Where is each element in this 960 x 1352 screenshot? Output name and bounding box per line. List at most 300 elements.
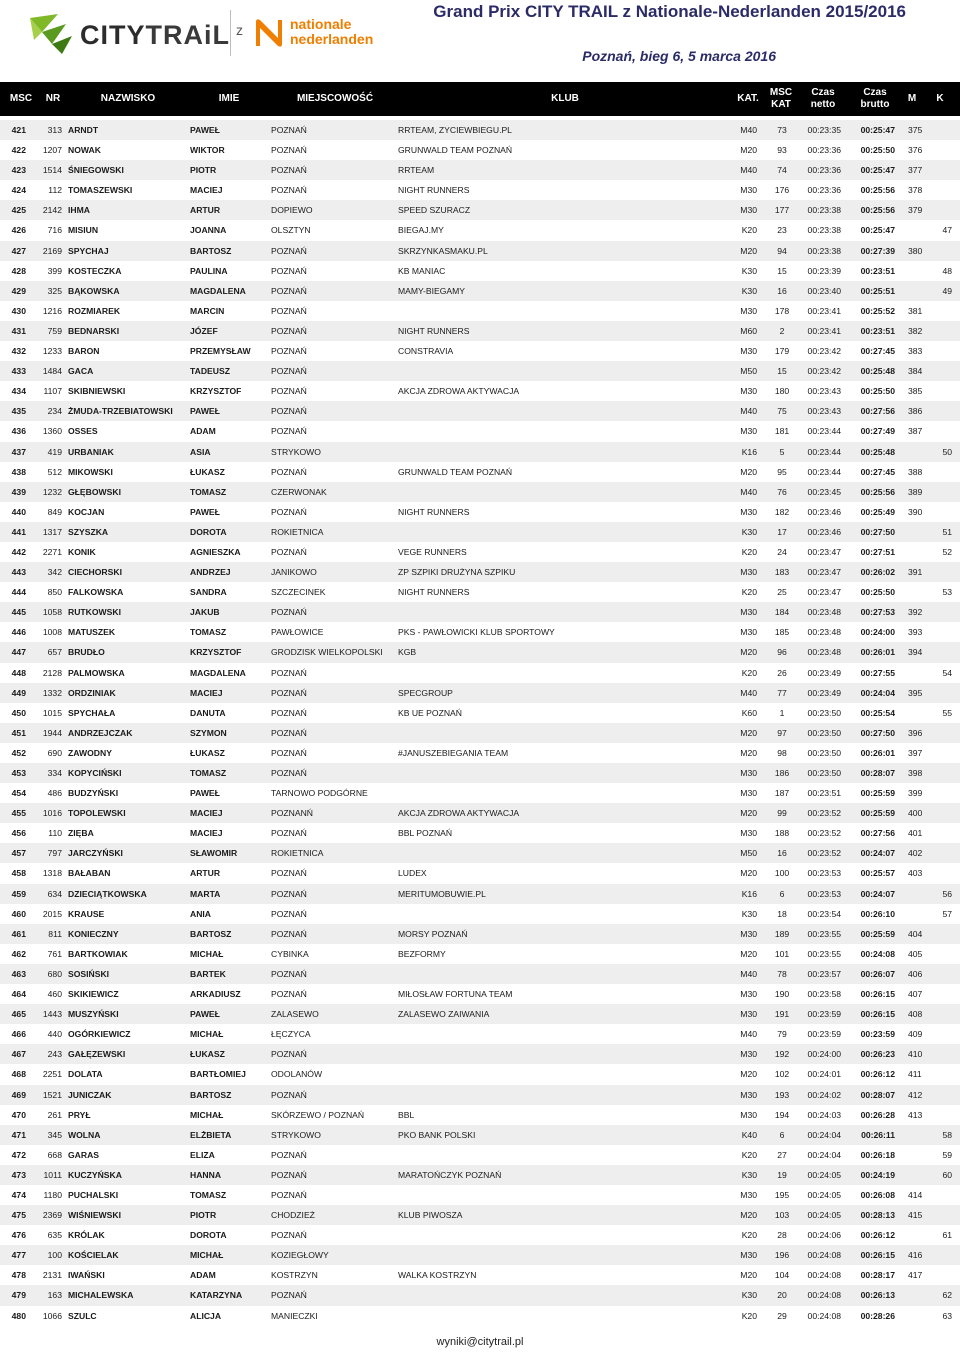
cell-nazwisko: DZIECIĄTKOWSKA bbox=[68, 888, 147, 899]
cell-nr: 399 bbox=[47, 265, 62, 276]
cell-klub bbox=[398, 1225, 728, 1245]
cell-nazwisko: MISIUN bbox=[68, 225, 99, 236]
cell-msc-kat: 186 bbox=[774, 768, 790, 778]
cell-klub: GRUNWALD TEAM POZNAŃ bbox=[398, 145, 513, 156]
cell-netto: 00:23:36 bbox=[807, 165, 841, 176]
cell-msc-kat: 183 bbox=[774, 567, 790, 578]
cell-nr: 690 bbox=[47, 747, 62, 758]
cell-klub: NIGHT RUNNERS bbox=[398, 185, 470, 196]
cell-imie: ELŻBIETA bbox=[190, 1129, 232, 1140]
cell-k bbox=[930, 120, 952, 140]
cell-nr: 1207 bbox=[42, 145, 62, 156]
cell-netto: 00:24:03 bbox=[807, 1109, 841, 1120]
cell-m bbox=[908, 1285, 930, 1305]
cell-netto: 00:24:08 bbox=[807, 1270, 841, 1281]
cell-msc-kat: 6 bbox=[779, 888, 785, 899]
cell-netto: 00:23:45 bbox=[807, 486, 841, 497]
cell-k: 57 bbox=[942, 908, 952, 919]
cell-m: 379 bbox=[908, 205, 923, 216]
cell-brutto: 00:27:53 bbox=[860, 607, 895, 618]
cell-k: 58 bbox=[942, 1129, 952, 1140]
cell-imie: PAULINA bbox=[190, 265, 228, 276]
cell-msc: 451 bbox=[11, 727, 26, 738]
cell-msc: 473 bbox=[11, 1169, 26, 1180]
cell-kat: M50 bbox=[740, 366, 757, 377]
cell-netto: 00:23:49 bbox=[807, 667, 841, 678]
cell-m: 384 bbox=[908, 366, 923, 377]
cell-msc-kat: 182 bbox=[774, 506, 790, 517]
cell-kat: M20 bbox=[740, 466, 757, 477]
table-row bbox=[0, 823, 960, 843]
cell-klub bbox=[398, 1306, 728, 1326]
cell-netto: 00:24:00 bbox=[807, 1049, 841, 1060]
cell-netto: 00:23:43 bbox=[807, 406, 841, 417]
cell-klub bbox=[398, 301, 728, 321]
cell-k: 62 bbox=[942, 1290, 952, 1301]
cell-msc: 439 bbox=[11, 486, 26, 497]
cell-m bbox=[908, 663, 930, 683]
cell-m bbox=[908, 261, 930, 281]
cell-kat: K40 bbox=[741, 1129, 757, 1140]
cell-k bbox=[930, 642, 952, 662]
cell-kat: M20 bbox=[740, 948, 757, 959]
nn-logo-line2: nederlanden bbox=[290, 31, 374, 47]
cell-msc-kat: 187 bbox=[774, 788, 790, 799]
cell-miejscowosc: TARNOWO PODGÓRNE bbox=[271, 788, 368, 799]
cell-nazwisko: RUTKOWSKI bbox=[68, 607, 121, 618]
cell-brutto: 00:25:56 bbox=[860, 486, 895, 497]
cell-nazwisko: MIKOWSKI bbox=[68, 466, 113, 477]
cell-klub: NIGHT RUNNERS bbox=[398, 587, 470, 598]
cell-msc: 438 bbox=[11, 466, 26, 477]
cell-nr: 1066 bbox=[42, 1310, 62, 1321]
cell-nr: 797 bbox=[47, 848, 62, 859]
cell-m: 401 bbox=[908, 828, 923, 839]
cell-nazwisko: GACA bbox=[68, 366, 94, 377]
cell-nazwisko: GAŁĘZEWSKI bbox=[68, 1049, 126, 1060]
cell-msc-kat: 6 bbox=[779, 1129, 785, 1140]
cell-kat: M20 bbox=[740, 1210, 757, 1221]
cell-brutto: 00:26:13 bbox=[860, 1290, 895, 1301]
cell-miejscowosc: POZNAŃ bbox=[271, 546, 307, 557]
cell-kat: M40 bbox=[740, 125, 757, 135]
cell-m: 406 bbox=[908, 968, 923, 979]
cell-m: 414 bbox=[908, 1189, 923, 1200]
cell-m: 394 bbox=[908, 647, 923, 658]
cell-msc: 480 bbox=[11, 1310, 26, 1321]
cell-kat: M30 bbox=[740, 346, 757, 357]
cell-klub: RRTEAM bbox=[398, 165, 435, 176]
cell-nr: 668 bbox=[47, 1149, 62, 1160]
cell-msc: 430 bbox=[11, 305, 26, 316]
cell-msc-kat: 24 bbox=[777, 546, 787, 557]
cell-msc: 458 bbox=[11, 868, 26, 879]
table-row bbox=[0, 1064, 960, 1084]
cell-m: 382 bbox=[908, 325, 923, 336]
cell-klub bbox=[398, 904, 728, 924]
cell-brutto: 00:26:01 bbox=[860, 747, 895, 758]
cell-kat: K20 bbox=[741, 546, 757, 557]
cell-msc: 448 bbox=[11, 667, 26, 678]
cell-k: 53 bbox=[942, 587, 952, 598]
cell-klub bbox=[398, 602, 728, 622]
cell-kat: M20 bbox=[740, 1069, 757, 1080]
cell-k bbox=[930, 1245, 952, 1265]
cell-netto: 00:23:36 bbox=[807, 145, 841, 156]
cell-netto: 00:23:48 bbox=[807, 627, 841, 638]
cell-msc: 434 bbox=[11, 386, 26, 397]
cell-m: 392 bbox=[908, 607, 923, 618]
cell-imie: PIOTR bbox=[190, 165, 217, 176]
cell-netto: 00:23:46 bbox=[807, 526, 841, 537]
cell-miejscowosc: POZNANŃ bbox=[271, 808, 314, 819]
col-msc-kat: MSC KAT bbox=[769, 87, 793, 110]
cell-klub: PKS - PAWŁOWICKI KLUB SPORTOWY bbox=[398, 627, 555, 638]
col-czas-netto: Czas netto bbox=[810, 87, 836, 110]
cell-brutto: 00:28:07 bbox=[860, 1089, 895, 1100]
cell-netto: 00:24:04 bbox=[807, 1129, 841, 1140]
cell-imie: BARTOSZ bbox=[190, 928, 232, 939]
cell-m: 387 bbox=[908, 426, 923, 437]
cell-k bbox=[930, 401, 952, 421]
cell-nazwisko: OSSES bbox=[68, 426, 98, 437]
cell-brutto: 00:25:47 bbox=[860, 125, 895, 135]
cell-k: 60 bbox=[942, 1169, 952, 1180]
cell-brutto: 00:25:52 bbox=[860, 305, 895, 316]
cell-miejscowosc: POZNAŃ bbox=[271, 366, 307, 377]
cell-netto: 00:23:44 bbox=[807, 426, 841, 437]
cell-nazwisko: ZIĘBA bbox=[68, 828, 94, 839]
cell-klub: SPEED SZURACZ bbox=[398, 205, 471, 216]
table-row bbox=[0, 522, 960, 542]
cell-nr: 110 bbox=[48, 828, 62, 839]
table-row bbox=[0, 301, 960, 321]
table-row bbox=[0, 843, 960, 863]
table-row bbox=[0, 803, 960, 823]
cell-brutto: 00:26:15 bbox=[860, 989, 895, 1000]
cell-msc-kat: 78 bbox=[777, 968, 787, 979]
cell-imie: MARCIN bbox=[190, 305, 225, 316]
cell-kat: K20 bbox=[741, 1230, 757, 1241]
cell-nr: 234 bbox=[47, 406, 62, 417]
cell-klub bbox=[398, 522, 728, 542]
table-row bbox=[0, 1245, 960, 1265]
cell-netto: 00:23:44 bbox=[807, 446, 841, 457]
cell-miejscowosc: POZNAŃ bbox=[271, 325, 307, 336]
cell-nr: 1443 bbox=[42, 1009, 62, 1020]
cell-m: 407 bbox=[908, 989, 923, 1000]
cell-k bbox=[930, 924, 952, 944]
cell-nr: 243 bbox=[47, 1049, 62, 1060]
cell-nazwisko: KRÓLAK bbox=[68, 1230, 105, 1241]
cell-msc-kat: 178 bbox=[774, 305, 790, 316]
cell-brutto: 00:26:11 bbox=[861, 1129, 895, 1140]
cell-netto: 00:23:52 bbox=[807, 848, 841, 859]
table-row bbox=[0, 783, 960, 803]
cell-m bbox=[908, 1125, 930, 1145]
cell-msc: 464 bbox=[11, 989, 26, 1000]
cell-klub: VEGE RUNNERS bbox=[398, 546, 467, 557]
cell-k bbox=[930, 723, 952, 743]
cell-imie: MICHAŁ bbox=[190, 1250, 224, 1261]
table-row bbox=[0, 642, 960, 662]
cell-imie: PIOTR bbox=[190, 1210, 217, 1221]
cell-k bbox=[930, 843, 952, 863]
cell-brutto: 00:28:17 bbox=[860, 1270, 895, 1281]
cell-msc: 441 bbox=[11, 526, 26, 537]
cell-brutto: 00:25:56 bbox=[860, 185, 895, 196]
cell-k bbox=[930, 361, 952, 381]
table-row bbox=[0, 140, 960, 160]
cell-brutto: 00:25:59 bbox=[860, 928, 895, 939]
cell-k: 59 bbox=[942, 1149, 952, 1160]
cell-msc-kat: 93 bbox=[777, 145, 787, 156]
cell-msc: 452 bbox=[11, 747, 26, 758]
cell-kat: M30 bbox=[740, 828, 757, 839]
cell-miejscowosc: POZNAŃ bbox=[271, 868, 307, 879]
table-row bbox=[0, 542, 960, 562]
table-row bbox=[0, 421, 960, 441]
cell-k: 63 bbox=[942, 1310, 952, 1321]
cell-m: 395 bbox=[908, 687, 923, 698]
cell-msc: 479 bbox=[11, 1290, 26, 1301]
cell-msc: 421 bbox=[11, 125, 26, 135]
cell-miejscowosc: POZNAŃ bbox=[271, 386, 307, 397]
cell-k: 56 bbox=[942, 888, 952, 899]
cell-kat: M30 bbox=[740, 567, 757, 578]
cell-netto: 00:23:40 bbox=[807, 285, 841, 296]
nn-logo-icon bbox=[252, 16, 286, 50]
cell-k bbox=[930, 1185, 952, 1205]
cell-kat: K60 bbox=[741, 707, 757, 718]
cell-kat: M30 bbox=[740, 989, 757, 1000]
cell-m bbox=[908, 1145, 930, 1165]
col-nazwisko: NAZWISKO bbox=[100, 93, 156, 104]
cell-nazwisko: TOPOLEWSKI bbox=[68, 808, 126, 819]
cell-klub: NIGHT RUNNERS bbox=[398, 325, 470, 336]
cell-nazwisko: WOLNA bbox=[68, 1129, 101, 1140]
cell-m: 413 bbox=[908, 1109, 923, 1120]
cell-nazwisko: ANDRZEJCZAK bbox=[68, 727, 133, 738]
cell-brutto: 00:26:23 bbox=[860, 1049, 895, 1060]
cell-netto: 00:23:39 bbox=[807, 265, 841, 276]
cell-nr: 1944 bbox=[42, 727, 62, 738]
cell-msc: 468 bbox=[11, 1069, 26, 1080]
cell-kat: K30 bbox=[741, 1169, 757, 1180]
cell-imie: BARTOSZ bbox=[190, 1089, 232, 1100]
cell-brutto: 00:25:59 bbox=[860, 788, 895, 799]
cell-kat: M40 bbox=[740, 486, 757, 497]
cell-klub bbox=[398, 663, 728, 683]
cell-netto: 00:23:43 bbox=[807, 386, 841, 397]
cell-m: 405 bbox=[908, 948, 923, 959]
cell-nr: 2128 bbox=[42, 667, 62, 678]
cell-klub: SPECGROUP bbox=[398, 687, 453, 698]
cell-imie: MAGDALENA bbox=[190, 667, 246, 678]
table-row bbox=[0, 683, 960, 703]
cell-msc: 466 bbox=[11, 1029, 26, 1040]
cell-nazwisko: WIŚNIEWSKI bbox=[68, 1210, 121, 1221]
cell-msc-kat: 100 bbox=[774, 868, 790, 879]
cell-imie: ANDRZEJ bbox=[190, 567, 231, 578]
cell-nazwisko: CIECHORSKI bbox=[68, 567, 122, 578]
cell-kat: M30 bbox=[740, 928, 757, 939]
cell-msc-kat: 18 bbox=[777, 908, 787, 919]
cell-miejscowosc: JANIKOWO bbox=[271, 567, 317, 578]
cell-k bbox=[930, 502, 952, 522]
cell-miejscowosc: POZNAŃ bbox=[271, 165, 307, 176]
cell-miejscowosc: POZNAŃ bbox=[271, 125, 307, 135]
cell-msc-kat: 77 bbox=[777, 687, 787, 698]
cell-netto: 00:24:08 bbox=[807, 1250, 841, 1261]
cell-k bbox=[930, 803, 952, 823]
cell-kat: K30 bbox=[741, 265, 757, 276]
cell-nr: 634 bbox=[47, 888, 62, 899]
cell-msc: 478 bbox=[11, 1270, 26, 1281]
cell-msc: 455 bbox=[11, 808, 26, 819]
cell-m: 375 bbox=[908, 125, 923, 135]
cell-msc-kat: 96 bbox=[777, 647, 787, 658]
cell-miejscowosc: POZNAŃ bbox=[271, 687, 307, 698]
cell-brutto: 00:24:07 bbox=[860, 888, 895, 899]
cell-miejscowosc: POZNAŃ bbox=[271, 828, 307, 839]
cell-kat: M20 bbox=[740, 1270, 757, 1281]
cell-klub bbox=[398, 421, 728, 441]
table-row bbox=[0, 1105, 960, 1125]
cell-nr: 1484 bbox=[42, 366, 62, 377]
cell-m: 386 bbox=[908, 406, 923, 417]
cell-klub: BIEGAJ.MY bbox=[398, 225, 444, 236]
cell-nr: 1521 bbox=[42, 1089, 62, 1100]
cell-k bbox=[930, 863, 952, 883]
cell-netto: 00:23:59 bbox=[807, 1029, 841, 1040]
cell-imie: ŁUKASZ bbox=[190, 747, 225, 758]
cell-imie: AGNIESZKA bbox=[190, 546, 241, 557]
cell-klub: SKRZYNKASMAKU.PL bbox=[398, 245, 488, 256]
cell-imie: TOMASZ bbox=[190, 1189, 227, 1200]
cell-miejscowosc: POZNAŃ bbox=[271, 1290, 307, 1301]
cell-netto: 00:23:35 bbox=[807, 125, 841, 135]
cell-miejscowosc: POZNAŃ bbox=[271, 506, 307, 517]
cell-netto: 00:23:52 bbox=[807, 808, 841, 819]
cell-m: 383 bbox=[908, 346, 923, 357]
cell-msc-kat: 190 bbox=[774, 989, 790, 1000]
cell-nr: 811 bbox=[48, 928, 62, 939]
col-miejscowosc: MIEJSCOWOŚĆ bbox=[296, 93, 374, 104]
cell-msc: 425 bbox=[11, 205, 26, 216]
cell-imie: JÓZEF bbox=[190, 325, 218, 336]
cell-nazwisko: BAŁABAN bbox=[68, 868, 111, 879]
col-imie: IMIE bbox=[218, 93, 240, 104]
table-row bbox=[0, 200, 960, 220]
cell-k bbox=[930, 381, 952, 401]
cell-klub: BBL POZNAŃ bbox=[398, 828, 453, 839]
table-row bbox=[0, 241, 960, 261]
cell-imie: BARTOSZ bbox=[190, 245, 232, 256]
cell-msc-kat: 196 bbox=[774, 1250, 790, 1261]
cell-msc-kat: 28 bbox=[777, 1230, 787, 1241]
cell-kat: K20 bbox=[741, 1149, 757, 1160]
cell-klub bbox=[398, 843, 728, 863]
cell-netto: 00:23:47 bbox=[807, 567, 841, 578]
cell-nr: 419 bbox=[47, 446, 62, 457]
cell-imie: KRZYSZTOF bbox=[190, 647, 242, 658]
cell-miejscowosc: POZNAŃ bbox=[271, 747, 307, 758]
cell-netto: 00:23:38 bbox=[807, 205, 841, 216]
cell-imie: MACIEJ bbox=[190, 185, 223, 196]
cell-msc: 450 bbox=[11, 707, 26, 718]
cell-kat: M30 bbox=[740, 1250, 757, 1261]
cell-m bbox=[908, 582, 930, 602]
table-row bbox=[0, 482, 960, 502]
cell-k: 61 bbox=[942, 1230, 952, 1241]
cell-msc-kat: 5 bbox=[779, 446, 785, 457]
cell-netto: 00:23:47 bbox=[807, 546, 841, 557]
cell-kat: M30 bbox=[740, 1189, 757, 1200]
cell-nazwisko: GŁĘBOWSKI bbox=[68, 486, 121, 497]
cell-klub bbox=[398, 482, 728, 502]
table-row bbox=[0, 1024, 960, 1044]
cell-klub: AKCJA ZDROWA AKTYWACJA bbox=[398, 808, 520, 819]
cell-msc-kat: 15 bbox=[777, 366, 787, 377]
cell-brutto: 00:25:48 bbox=[860, 446, 895, 457]
cell-nazwisko: PRYŁ bbox=[68, 1109, 91, 1120]
cell-netto: 00:24:08 bbox=[807, 1290, 841, 1301]
cell-nr: 2251 bbox=[42, 1069, 62, 1080]
cell-imie: PAWEŁ bbox=[190, 506, 220, 517]
cell-msc-kat: 16 bbox=[777, 848, 787, 859]
table-row bbox=[0, 502, 960, 522]
cell-msc: 447 bbox=[11, 647, 26, 658]
cell-msc-kat: 75 bbox=[777, 406, 787, 417]
cell-k bbox=[930, 743, 952, 763]
cell-nazwisko: KOCJAN bbox=[68, 506, 105, 517]
cell-msc: 427 bbox=[11, 245, 26, 256]
cell-klub bbox=[398, 1185, 728, 1205]
cell-netto: 00:23:50 bbox=[807, 727, 841, 738]
cell-m: 391 bbox=[908, 567, 923, 578]
cell-nr: 512 bbox=[47, 466, 62, 477]
cell-klub: MAMY-BIEGAMY bbox=[398, 285, 466, 296]
cell-miejscowosc: POZNAŃ bbox=[271, 265, 307, 276]
cell-nr: 1332 bbox=[42, 687, 62, 698]
cell-k bbox=[930, 964, 952, 984]
cell-brutto: 00:27:45 bbox=[860, 466, 895, 477]
cell-brutto: 00:24:07 bbox=[860, 848, 895, 859]
cell-klub: KGB bbox=[398, 647, 417, 658]
cell-netto: 00:24:06 bbox=[807, 1230, 841, 1241]
cell-klub: GRUNWALD TEAM POZNAŃ bbox=[398, 466, 513, 477]
cell-miejscowosc: POZNAŃ bbox=[271, 707, 307, 718]
table-row bbox=[0, 1085, 960, 1105]
cell-k: 51 bbox=[942, 526, 952, 537]
cell-netto: 00:23:55 bbox=[807, 948, 841, 959]
cell-klub bbox=[398, 783, 728, 803]
cell-imie: ANIA bbox=[190, 908, 212, 919]
cell-nazwisko: SKIBNIEWSKI bbox=[68, 386, 126, 397]
cell-m: 378 bbox=[908, 185, 923, 196]
cell-m: 411 bbox=[908, 1069, 922, 1080]
cell-msc: 463 bbox=[11, 968, 26, 979]
cell-netto: 00:23:38 bbox=[807, 225, 841, 236]
cell-nazwisko: BUDZYŃSKI bbox=[68, 788, 119, 799]
table-row bbox=[0, 341, 960, 361]
cell-msc: 461 bbox=[11, 928, 26, 939]
cell-brutto: 00:25:50 bbox=[860, 145, 895, 156]
cell-msc: 422 bbox=[11, 145, 26, 156]
cell-brutto: 00:27:49 bbox=[860, 426, 895, 437]
cell-msc: 459 bbox=[11, 888, 26, 899]
